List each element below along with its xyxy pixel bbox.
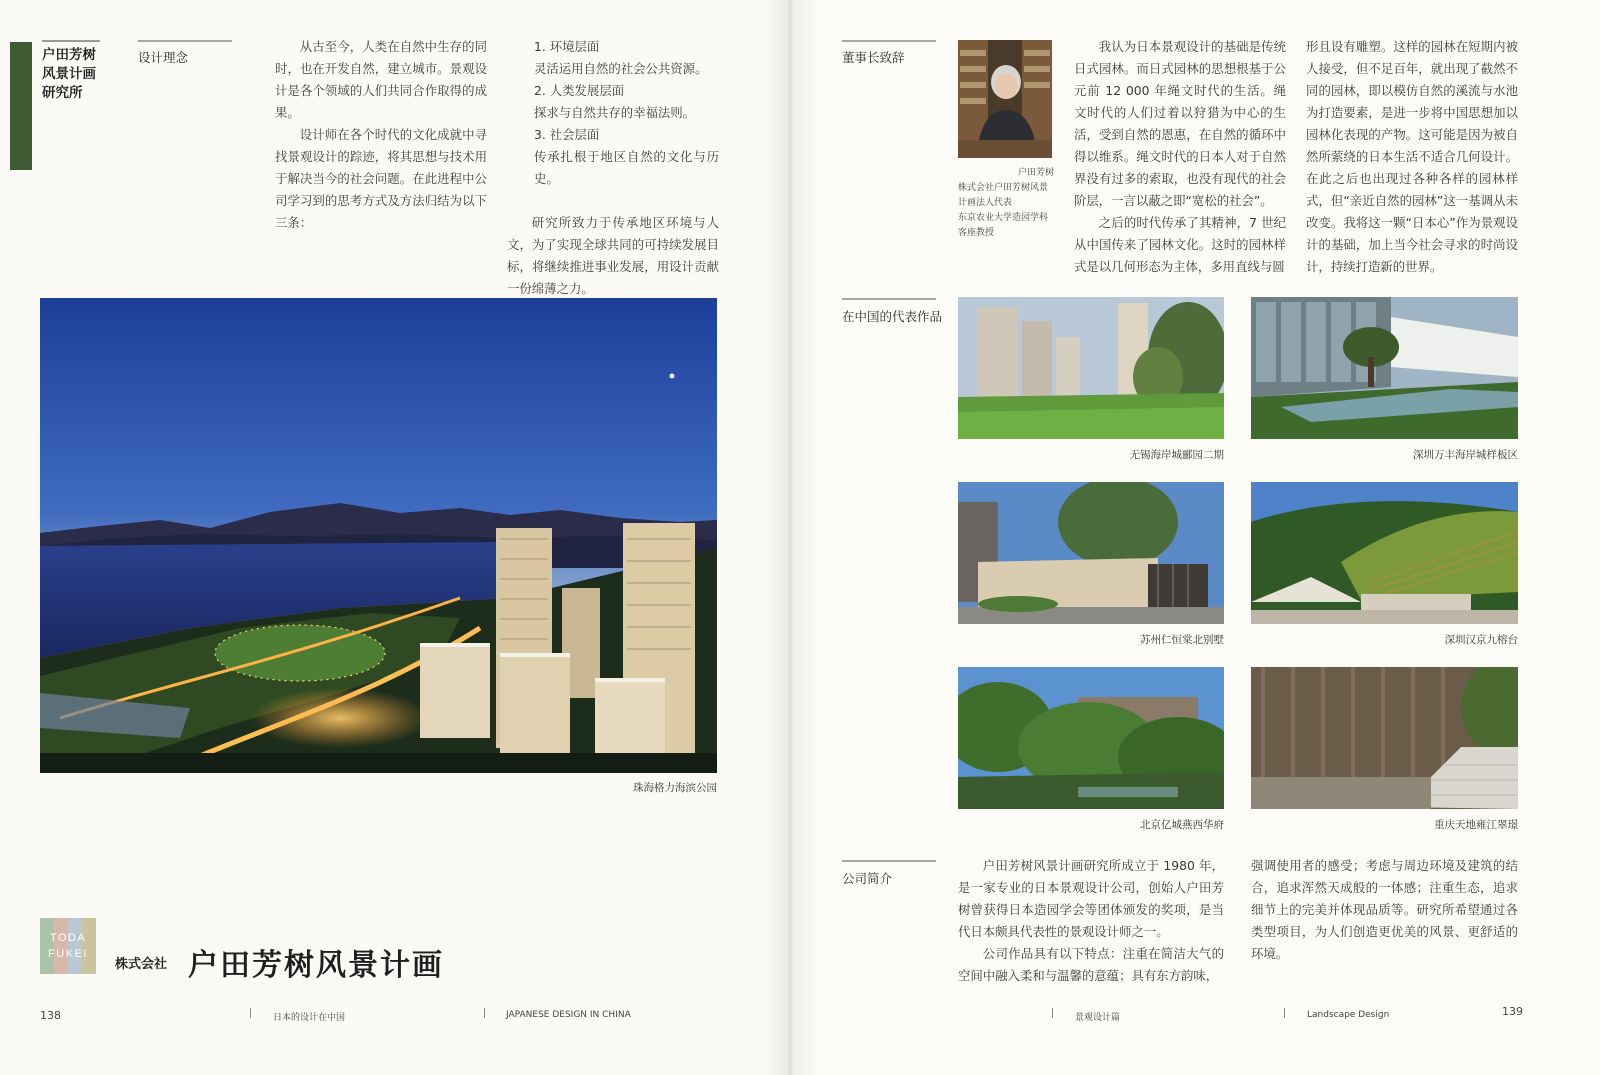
work-photo-beijing <box>958 667 1224 809</box>
footer-separator <box>250 1008 251 1018</box>
work-caption-chongqing: 重庆天地雍江翠璟 <box>1434 819 1518 831</box>
section-rule-works <box>842 298 936 300</box>
main-photo-image <box>40 298 717 773</box>
work-caption-shenzhen-hanjing: 深圳汉京九榕台 <box>1444 634 1518 646</box>
footer-separator <box>1052 1008 1053 1018</box>
profile-col-2 <box>1251 855 1518 965</box>
section-label-message: 董事长致辞 <box>842 50 905 65</box>
left-page <box>0 0 790 1075</box>
main-photo-caption: 珠海格力海滨公园 <box>633 782 717 794</box>
work-photo-suzhou <box>958 482 1224 624</box>
work-photo-shenzhen-hanjing <box>1251 482 1518 624</box>
section-label-philosophy: 设计理念 <box>138 50 189 65</box>
profile-para-2: 公司作品具有以下特点：注重在简洁大气的空间中融入柔和与温馨的意蕴；具有东方韵味， <box>958 946 1224 983</box>
list-item-human: 2. 人类发展层面 <box>534 83 625 98</box>
studio-title-line-2: 风景计画 <box>42 66 96 82</box>
list-item-human-desc: 探求与自然共存的幸福法则。 <box>534 105 696 120</box>
work-image-suzhou <box>958 482 1224 624</box>
right-page <box>790 0 1600 1075</box>
message-para-3: 形且设有雕塑。这样的园林在短期内被人接受，但不足百年，就出现了截然不同的园林，即以模仿自然的溪流与水池为打造要素，是进一步将中国思想加以园林化表现的产物。这可能是因为被自然所萦绕的日本生活不适合几何设计。在此之后也出现过各种各样的园林样式，但“亲近自然的园林”这一基调从未改变。我将这一颗“日本心”作为景观设计的基础，加上当今社会寻求的时尚设计，持续打造新的世界。 <box>1306 39 1518 274</box>
work-image-beijing <box>958 667 1224 809</box>
profile-col-1 <box>958 855 1224 987</box>
main-photo-zhuhai <box>40 298 717 773</box>
profile-para-1: 户田芳树风景计画研究所成立于 1980 年，是一家专业的日本景观设计公司，创始人户田芳树曾获得日本造园学会等团体颁发的奖项，是当代日本颇具代表性的景观设计师之一。 <box>958 858 1224 939</box>
portrait-caption <box>958 166 1054 241</box>
philosophy-para-3: 研究所致力于传承地区环境与人文，为了实现全球共同的可持续发展目标，将继续推进事业发展，用设计贡献一份绵薄之力。 <box>507 215 719 296</box>
work-photo-wuxi <box>958 297 1224 439</box>
studio-title-line-3: 研究所 <box>42 85 83 101</box>
footer-title-cn: 日本的设计在中国 <box>273 1013 346 1023</box>
profile-para-3: 强调使用者的感受；考虑与周边环境及建筑的结合，追求浑然天成般的一体感；注重生态，追求细节上的完美并体现品质等。研究所希望通过各类型项目，为人们创造更优美的风景、更舒适的环境。 <box>1251 858 1518 961</box>
work-image-chongqing <box>1251 667 1518 809</box>
logo-text-toda: TODA <box>49 932 87 944</box>
page-number-left: 138 <box>40 1009 61 1022</box>
studio-title-line-1: 户田芳树 <box>42 47 96 63</box>
work-caption-wuxi: 无锡海岸城郦园二期 <box>1129 449 1224 461</box>
portrait-position: 东京农业大学造园学科客座教授 <box>958 213 1049 238</box>
logo-text-fukei: FUKEI <box>48 948 88 960</box>
footer-section-cn: 景观设计篇 <box>1075 1013 1121 1023</box>
philosophy-para-1: 从古至今，人类在自然中生存的同时，也在开发自然，建立城市。景观设计是各个领域的人们共同合作取得的成果。 <box>275 39 487 120</box>
toda-fukei-logo <box>40 918 96 974</box>
section-rule-philosophy <box>138 40 232 42</box>
portrait-title: 株式会社户田芳树风景计画法人代表 <box>958 183 1049 208</box>
work-caption-suzhou: 苏州仁恒棠北别墅 <box>1140 634 1224 646</box>
studio-title <box>42 46 104 103</box>
company-prefix: 株式会社 <box>115 957 168 972</box>
work-image-shenzhen-hanjing <box>1251 482 1518 624</box>
company-name: 户田芳树风景计画 <box>188 948 444 983</box>
portrait-photo <box>958 40 1052 158</box>
footer-separator <box>1284 1008 1285 1018</box>
list-item-society-desc: 传承扎根于地区自然的文化与历史。 <box>534 149 719 186</box>
work-caption-beijing: 北京亿城燕西华府 <box>1140 819 1224 831</box>
section-label-works: 在中国的代表作品 <box>842 309 943 324</box>
work-image-wuxi <box>958 297 1224 439</box>
message-col-1 <box>1074 36 1286 278</box>
section-rule-message <box>842 40 936 42</box>
footer-separator <box>484 1008 485 1018</box>
work-photo-shenzhen-wanfeng <box>1251 297 1518 439</box>
green-accent-bar <box>10 42 32 170</box>
page-number-right: 139 <box>1502 1005 1523 1018</box>
philosophy-col-2 <box>507 36 719 300</box>
title-rule <box>42 40 100 42</box>
portrait-image <box>958 40 1052 158</box>
work-caption-shenzhen-wanfeng: 深圳万丰海岸城样板区 <box>1413 449 1518 461</box>
section-label-profile: 公司简介 <box>842 871 893 886</box>
work-image-shenzhen-wanfeng <box>1251 297 1518 439</box>
footer-title-en: JAPANESE DESIGN IN CHINA <box>506 1010 631 1020</box>
work-photo-chongqing <box>1251 667 1518 809</box>
footer-section-en: Landscape Design <box>1307 1010 1390 1020</box>
list-item-environment-desc: 灵活运用自然的社会公共资源。 <box>534 61 708 76</box>
philosophy-para-2: 设计师在各个时代的文化成就中寻找景观设计的踪迹，将其思想与技术用于解决当今的社会问题。在此进程中公司学习到的思考方式及方法归结为以下三条： <box>275 127 487 230</box>
message-col-2 <box>1306 36 1518 278</box>
philosophy-col-1 <box>275 36 487 234</box>
section-rule-profile <box>842 860 936 862</box>
message-para-2: 之后的时代传承了其精神，7 世纪从中国传来了园林文化。这时的园林样式是以几何形态为主体，多用直线与圆 <box>1074 215 1286 274</box>
message-para-1: 我认为日本景观设计的基础是传统日式园林。而日式园林的思想根基于公元前 12 000 年绳文时代的生活。绳文时代的人们过着以狩猎为中心的生活，受到自然的恩惠，在自然的循环中得以维系。绳文时代的日本人对于自然界没有过多的索取，也没有现代的社会阶层，一言以蔽之即“宽松的社会”。 <box>1074 39 1286 208</box>
list-item-society: 3. 社会层面 <box>534 127 600 142</box>
portrait-name: 户田芳树 <box>1017 168 1054 178</box>
list-item-environment: 1. 环境层面 <box>534 39 600 54</box>
